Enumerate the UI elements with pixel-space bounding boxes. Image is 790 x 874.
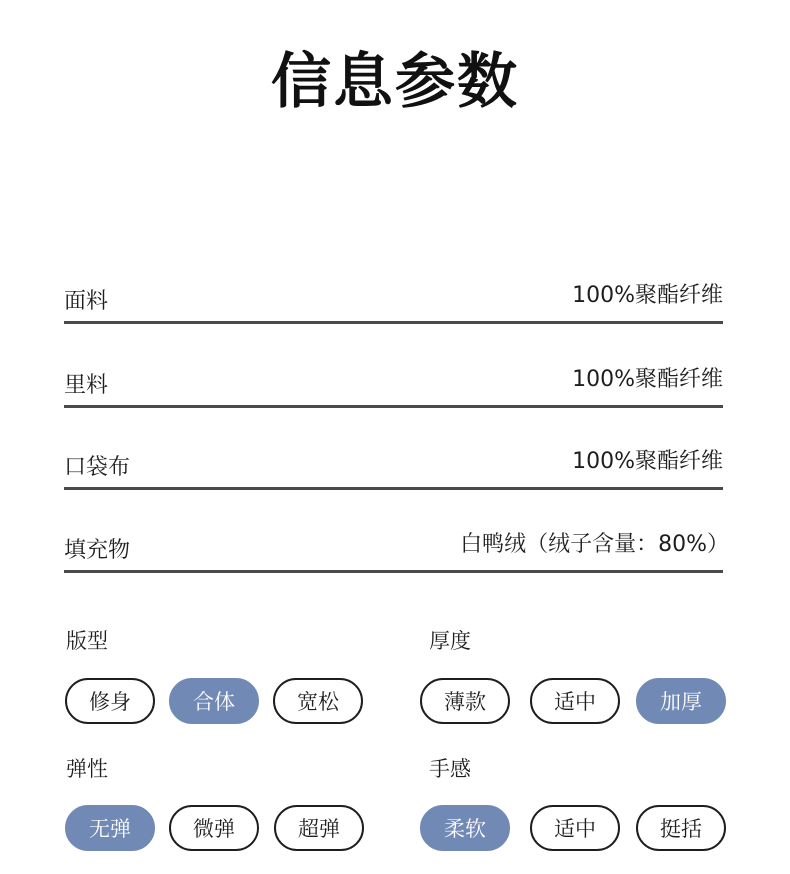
spec-row-lining bbox=[64, 365, 723, 408]
spec-value: 100%聚酯纤维 bbox=[572, 449, 723, 474]
spec-value: 100%聚酯纤维 bbox=[572, 283, 723, 308]
fit-option-loose[interactable]: 宽松 bbox=[273, 678, 363, 724]
hand-feel-option-soft[interactable]: 柔软 bbox=[420, 805, 510, 851]
thickness-option-thin[interactable]: 薄款 bbox=[420, 678, 510, 724]
hand-feel-option-crisp[interactable]: 挺括 bbox=[636, 805, 726, 851]
fit-option-regular[interactable]: 合体 bbox=[169, 678, 259, 724]
thickness-label: 厚度 bbox=[429, 629, 471, 653]
fit-label: 版型 bbox=[66, 629, 108, 653]
spec-value: 白鸭绒（绒子含量：80%） bbox=[460, 532, 729, 557]
thickness-option-thick[interactable]: 加厚 bbox=[636, 678, 726, 724]
elasticity-label: 弹性 bbox=[66, 757, 108, 781]
hand-feel-label: 手感 bbox=[429, 757, 471, 781]
page-title: 信息参数 bbox=[271, 47, 519, 117]
elasticity-option-high[interactable]: 超弹 bbox=[274, 805, 364, 851]
spec-value: 100%聚酯纤维 bbox=[572, 367, 723, 392]
spec-row-fabric bbox=[64, 281, 723, 324]
spec-row-pocket-cloth bbox=[64, 447, 723, 490]
thickness-option-medium[interactable]: 适中 bbox=[530, 678, 620, 724]
hand-feel-option-medium[interactable]: 适中 bbox=[530, 805, 620, 851]
spec-label: 填充物 bbox=[64, 538, 131, 563]
spec-label: 面料 bbox=[64, 289, 109, 314]
spec-label: 里料 bbox=[64, 373, 109, 398]
elasticity-option-none[interactable]: 无弹 bbox=[65, 805, 155, 851]
elasticity-option-slight[interactable]: 微弹 bbox=[169, 805, 259, 851]
spec-label: 口袋布 bbox=[64, 455, 131, 480]
spec-row-filling bbox=[64, 530, 729, 573]
fit-option-slim[interactable]: 修身 bbox=[65, 678, 155, 724]
